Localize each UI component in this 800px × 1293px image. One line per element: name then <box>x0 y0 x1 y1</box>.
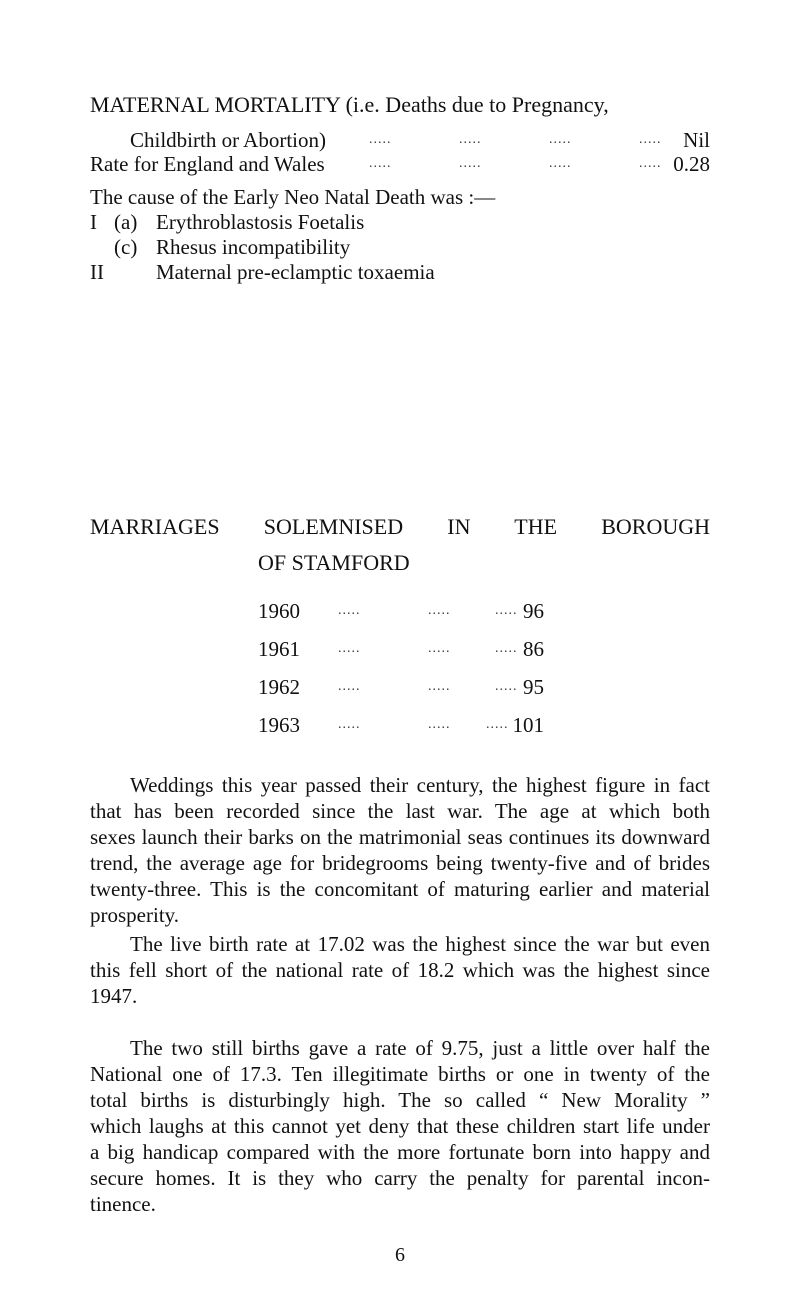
leader-dots: ..... <box>338 603 361 618</box>
neo-natal-intro: The cause of the Early Neo Natal Death was :— <box>90 185 496 209</box>
paragraph-line: prosperity. <box>90 903 180 927</box>
marriage-count: 95 <box>523 675 544 699</box>
leader-dots: ..... <box>428 603 451 618</box>
cause-text: Erythroblastosis Foetalis <box>156 210 365 234</box>
leader-dots: ..... <box>639 132 662 147</box>
maternal-mortality-title: MATERNAL MORTALITY (i.e. Deaths due to Pregnancy, <box>90 92 609 117</box>
leader-dots: ..... <box>338 679 361 694</box>
paragraph-line: sexes launch their barks on the matrimonial seas continues its downward <box>90 825 710 849</box>
leader-dots: ..... <box>369 132 392 147</box>
leader-dots: ..... <box>486 717 509 732</box>
cause-sub: (c) <box>114 235 138 259</box>
row-label: Childbirth or Abortion) <box>130 128 326 152</box>
paragraph-line: total births is disturbingly high. The so called “ New Morality ” <box>90 1088 710 1112</box>
leader-dots: ..... <box>639 156 662 171</box>
marriages-heading-line-1: MARRIAGES SOLEMNISED IN THE BOROUGH <box>90 514 710 539</box>
leader-dots: ..... <box>549 156 572 171</box>
paragraph-line: 1947. <box>90 984 138 1008</box>
leader-dots: ..... <box>549 132 572 147</box>
leader-dots: ..... <box>495 641 518 656</box>
paragraph-line: twenty-three. This is the concomitant of maturing earlier and material <box>90 877 710 901</box>
paragraph-line: Weddings this year passed their century, the highest figure in fact <box>130 773 710 797</box>
marriage-count: 101 <box>512 713 544 737</box>
paragraph-line: The live birth rate at 17.02 was the highest since the war but even <box>130 932 710 956</box>
leader-dots: ..... <box>338 717 361 732</box>
marriage-count: 96 <box>523 599 544 623</box>
paragraph-line: trend, the average age for bridegrooms being twenty-five and of brides <box>90 851 710 875</box>
cause-marker: I <box>90 210 97 234</box>
marriages-heading-line-2: OF STAMFORD <box>258 550 410 575</box>
marriage-year: 1961 <box>258 637 300 661</box>
cause-marker: II <box>90 260 104 284</box>
leader-dots: ..... <box>428 717 451 732</box>
leader-dots: ..... <box>428 641 451 656</box>
marriage-year: 1963 <box>258 713 300 737</box>
paragraph-line: National one of 17.3. Ten illegitimate births or one in twenty of the <box>90 1062 710 1086</box>
row-label: Rate for England and Wales <box>90 152 325 176</box>
paragraph-weddings <box>90 772 710 928</box>
leader-dots: ..... <box>459 156 482 171</box>
row-value: Nil <box>683 128 710 152</box>
paragraph-still-births <box>90 1035 710 1217</box>
leader-dots: ..... <box>459 132 482 147</box>
paragraph-birth-rate <box>90 931 710 1009</box>
page-number: 6 <box>395 1244 405 1266</box>
row-value: 0.28 <box>673 152 710 176</box>
paragraph-line: this fell short of the national rate of 18.2 which was the highest since <box>90 958 710 982</box>
cause-sub: (a) <box>114 210 138 234</box>
leader-dots: ..... <box>428 679 451 694</box>
paragraph-line: which laughs at this cannot yet deny that these children start life under <box>90 1114 710 1138</box>
paragraph-line: tinence. <box>90 1192 156 1216</box>
leader-dots: ..... <box>495 679 518 694</box>
leader-dots: ..... <box>495 603 518 618</box>
marriage-count: 86 <box>523 637 544 661</box>
paragraph-line: secure homes. It is they who carry the penalty for parental incon- <box>90 1166 710 1190</box>
paragraph-line: a big handicap compared with the more fortunate born into happy and <box>90 1140 710 1164</box>
paragraph-line: The two still births gave a rate of 9.75, just a little over half the <box>130 1036 710 1060</box>
marriage-year: 1960 <box>258 599 300 623</box>
paragraph-line: that has been recorded since the last war. The age at which both <box>90 799 710 823</box>
cause-text: Rhesus incompatibility <box>156 235 351 259</box>
leader-dots: ..... <box>369 156 392 171</box>
cause-text: Maternal pre-eclamptic toxaemia <box>156 260 435 284</box>
leader-dots: ..... <box>338 641 361 656</box>
marriage-year: 1962 <box>258 675 300 699</box>
